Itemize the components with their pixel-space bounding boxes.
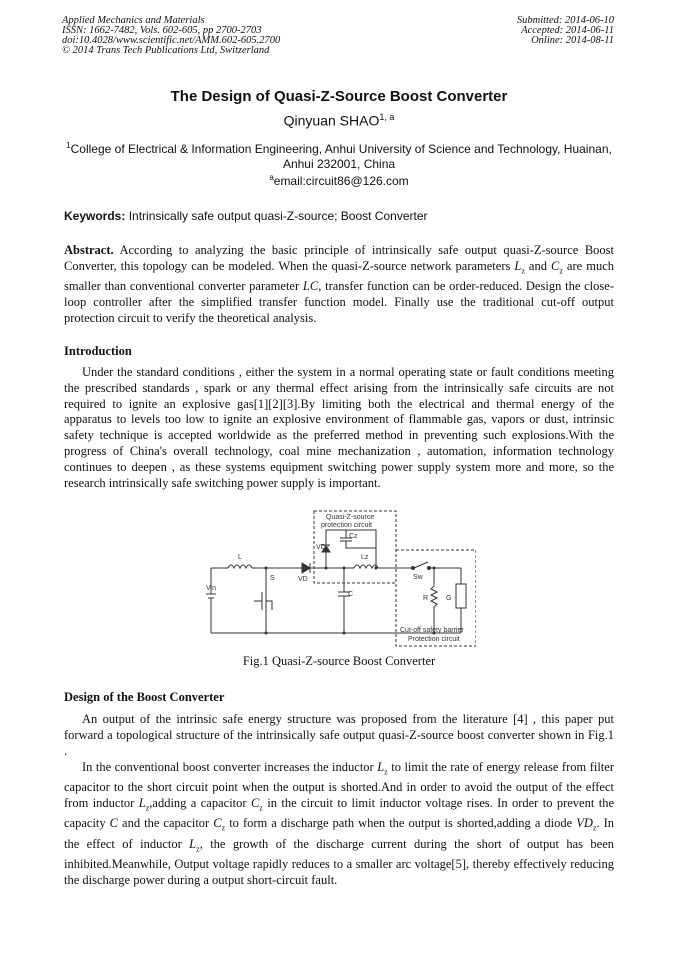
label-cz: Cz	[349, 533, 358, 540]
journal-name: Applied Mechanics and Materials	[62, 15, 205, 26]
abstract	[64, 243, 614, 326]
design-var: VD	[576, 816, 593, 831]
design-text: in the circuit to limit inductor voltage rises. In order to prevent the capacity	[64, 796, 614, 831]
abstract-text: are much smaller than conventional converter parameter	[64, 258, 614, 294]
paper-title: The Design of Quasi-Z-Source Boost Converter	[170, 88, 508, 105]
keywords-label: Keywords:	[64, 209, 126, 223]
design-text: and the capacitor	[118, 816, 214, 831]
abstract-var: C	[551, 258, 560, 273]
design-paragraph-1: An output of the intrinsic safe energy structure was proposed from the literature [4] , this paper put forward a topological structure of the intrinsically safe output quasi-Z-source boost converter shown in Fig.1 .	[64, 712, 614, 758]
design-sub: z	[259, 803, 263, 813]
diode-vd	[302, 563, 310, 573]
keywords-text: Intrinsically safe output quasi-Z-source; Boost Converter	[125, 209, 428, 223]
online-date: Online: 2014-08-11	[531, 35, 614, 46]
inductor-lz	[354, 565, 378, 568]
design-var: L	[138, 796, 146, 811]
copyright-line: © 2014 Trans Tech Publications Ltd, Switzerland	[62, 45, 270, 56]
label-l: L	[238, 554, 242, 561]
design-text: ,adding a capacitor	[149, 796, 251, 811]
switch-sw	[414, 562, 428, 568]
affiliation-text: College of Electrical & Information Engineering, Anhui University of Science and Technology, Huainan, Anhui 232001, China	[70, 142, 612, 171]
abstract-text: , transfer function can be order-reduced. Design the close-loop controller after the simplified transfer function model. Finally use the traditional cut-off output protection circuit to verify the theoretical analysis.	[64, 279, 614, 325]
email-sup: a	[269, 173, 274, 182]
affiliation-sup: 1	[66, 141, 71, 150]
author-line	[0, 112, 678, 129]
author-sup: 1, a	[379, 112, 395, 122]
design-text: , the growth of the discharge current during the short of output has been inhibited.Meanwhile, Output voltage rapidly reduces to a smaller arc voltage[5], thereby effectively reducing the discharge power during a output short-circuit fault.	[64, 836, 614, 887]
design-sub: z	[221, 823, 226, 833]
submitted-date: Submitted: 2014-06-10	[516, 15, 614, 26]
affiliation	[64, 138, 614, 172]
label-cut-1: Cut-off safety barrier	[400, 627, 464, 634]
keywords	[64, 209, 614, 223]
introduction-heading: Introduction	[64, 344, 132, 358]
label-vd: VD	[298, 576, 308, 583]
issn-line: ISSN: 1662-7482, Vols. 602-605, pp 2700-2703	[62, 25, 262, 36]
author-name: Qinyuan SHAO	[283, 112, 380, 129]
label-cut-2: Protection circuit	[408, 636, 460, 643]
label-qz-1: Quasi-Z-source	[326, 514, 375, 521]
design-sub: z	[384, 767, 388, 777]
accepted-date: Accepted: 2014-06-11	[521, 25, 614, 36]
design-text: In the conventional boost converter increases the inductor	[82, 760, 378, 774]
label-r: R	[423, 595, 429, 602]
label-c: C	[348, 591, 354, 598]
email-text: email:circuit86@126.com	[273, 174, 409, 188]
doi-line: doi:10.4028/www.scientific.net/AMM.602-605.2700	[62, 35, 281, 46]
figure-caption: Fig.1 Quasi-Z-source Boost Converter	[242, 654, 436, 668]
design-text: to limit the rate of energy release from filter capacitor to the short circuit point when the output is shorted.And in order to avoid the output of the effect from inductor	[64, 760, 614, 811]
design-text: . In the effect of inductor	[64, 816, 615, 851]
resistor-r	[431, 586, 437, 607]
circuit-diagram	[206, 508, 476, 651]
abstract-sub: z	[521, 266, 525, 276]
design-sub: z	[145, 803, 150, 813]
abstract-text: According to analyzing the basic principle of intrinsically safe output quasi-Z-source Boost Converter, this topology can be modeled. When the quasi-Z-source network parameters	[64, 243, 614, 273]
label-vin: Vin	[206, 585, 216, 592]
design-paragraph-2	[64, 760, 614, 889]
email-line	[0, 173, 678, 188]
design-var: C	[250, 796, 260, 811]
label-qz-2: protection circuit	[321, 522, 372, 529]
abstract-label: Abstract.	[64, 243, 114, 257]
design-text: to form a discharge path when the output is shorted,adding a diode	[225, 816, 577, 831]
design-var: C	[109, 816, 119, 831]
load-g	[456, 584, 466, 608]
label-s: S	[270, 575, 275, 582]
label-vdz: VDz	[316, 544, 330, 551]
abstract-text: and	[524, 258, 551, 273]
design-var: L	[189, 836, 197, 851]
introduction-text: Under the standard conditions , either the system in a normal operating state or fault conditions meeting the prescribed standards , spark or any thermal effect arising from the intrinsically safe circuits are not required to ignite an explosive gas[1][2][3].By limiting both the electrical and thermal energy of the apparatus to levels too low to ignite an explosive environment of flammable gas, vapors or dust, intrinsic safety technique is accepted worldwide as the preferred method in preventing such explosions.With the progress of China's overall technology, coal mine mechanization , automation, information technology continues to deepen , as these systems equipment switching power supply system more and more, so the research intrinsically safe switching power supply is important.	[64, 365, 614, 490]
label-lz: Lz	[361, 554, 369, 561]
circuit-figure	[206, 508, 476, 651]
abstract-var: LC	[302, 279, 319, 294]
abstract-var: L	[514, 258, 522, 273]
design-heading: Design of the Boost Converter	[64, 690, 225, 704]
inductor-l	[228, 565, 252, 568]
design-sub: z	[196, 844, 200, 854]
design-var: L	[377, 760, 385, 774]
design-var: C	[213, 816, 222, 831]
dates-header	[517, 16, 614, 46]
label-sw: Sw	[413, 574, 423, 581]
abstract-sub: z	[559, 266, 563, 276]
label-g: G	[446, 595, 452, 602]
design-sub: z	[592, 823, 597, 833]
journal-header	[62, 16, 280, 56]
